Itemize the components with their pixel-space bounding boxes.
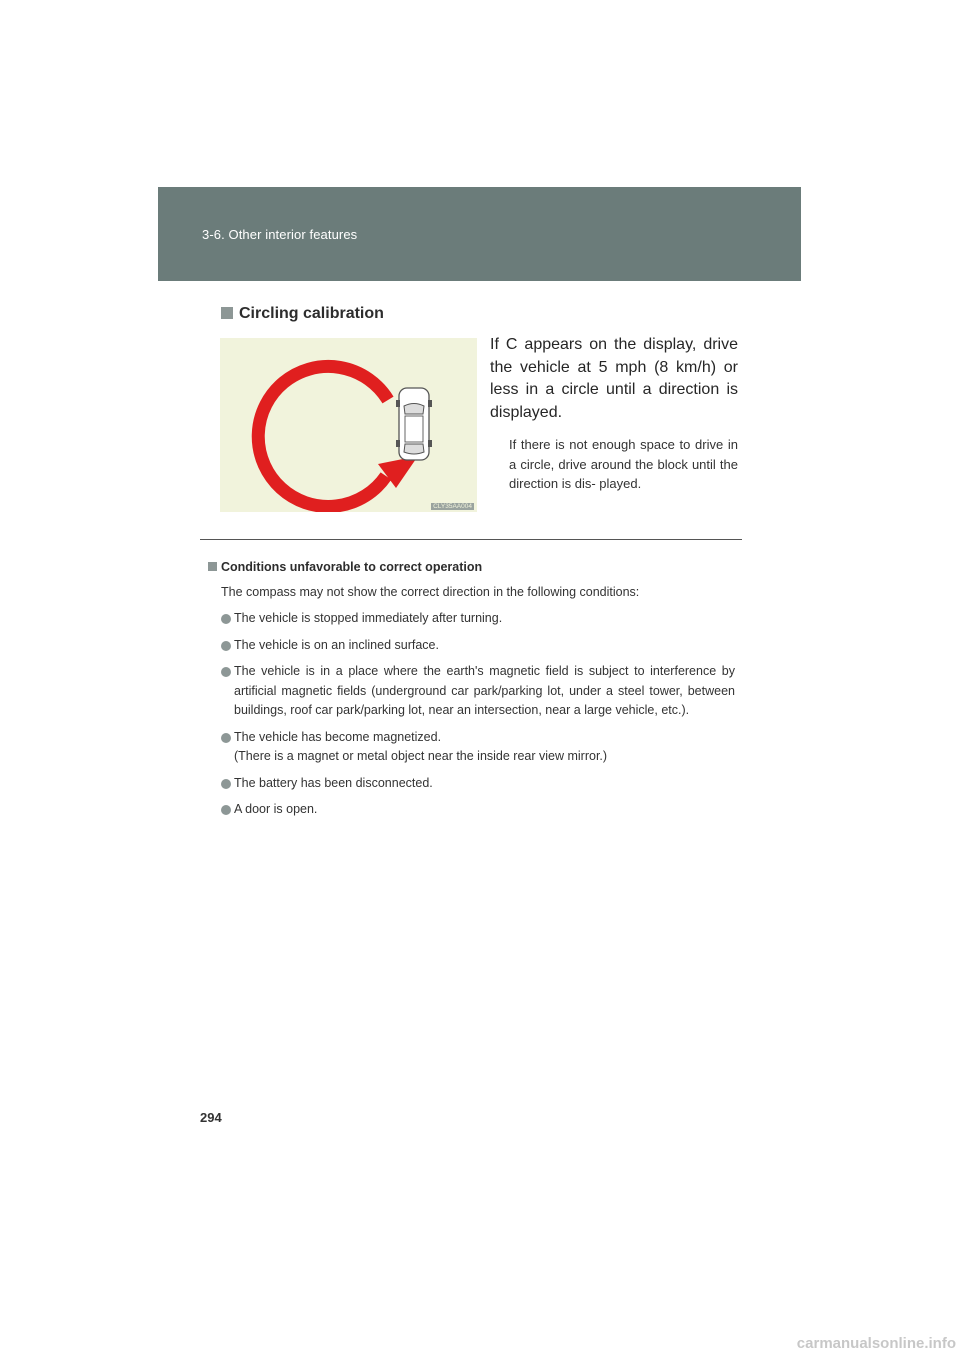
- conditions-title: Conditions unfavorable to correct operation: [221, 560, 483, 574]
- conditions-heading: [208, 560, 482, 574]
- circle-drive-illustration: [220, 338, 477, 512]
- calibration-instruction: If C appears on the display, drive the vehicle at 5 mph (8 km/h) or less in a circle until a direction is displayed.: [490, 336, 738, 421]
- circling-calibration-heading: [221, 305, 384, 323]
- list-item: [221, 662, 735, 721]
- list-item-text: The battery has been disconnected.: [234, 775, 433, 790]
- circle-bullet-icon: [221, 805, 231, 815]
- square-bullet-icon: [208, 562, 217, 571]
- conditions-list: [221, 609, 735, 827]
- list-item-text: The vehicle has become magnetized.: [234, 729, 442, 744]
- square-bullet-icon: [221, 307, 233, 319]
- header-band: [158, 187, 801, 281]
- car-top-view-icon: [396, 388, 432, 460]
- list-item: [221, 636, 735, 656]
- circle-bullet-icon: [221, 641, 231, 651]
- circling-calibration-title: Circling calibration: [239, 305, 384, 322]
- calibration-note: If there is not enough space to drive in a circle, drive around the block until the direction is dis- played.: [509, 437, 738, 491]
- conditions-intro: The compass may not show the correct direction in the following conditions:: [221, 585, 640, 599]
- list-item-subtext: (There is a magnet or metal object near the inside rear view mirror.): [234, 749, 608, 763]
- list-item: [221, 728, 735, 767]
- figure-code: CLY35AA004: [433, 503, 472, 510]
- list-item-text: The vehicle is in a place where the earth's magnetic field is subject to interference by artificial magnetic fields (underground car park/parking lot, under a steel tower, between buildings, roof car park/parking lot, near an intersection, near a large vehicle, etc.).: [234, 664, 735, 717]
- list-item: [221, 774, 735, 794]
- section-title: 3-6. Other interior features: [202, 227, 358, 242]
- list-item-text: The vehicle is stopped immediately after turning.: [234, 611, 503, 625]
- circle-bullet-icon: [221, 667, 231, 677]
- list-item: [221, 800, 735, 820]
- circling-calibration-figure: [220, 338, 477, 512]
- list-item: [221, 609, 735, 629]
- list-item-text: A door is open.: [234, 802, 318, 816]
- circle-bullet-icon: [221, 614, 231, 624]
- page-number: 294: [200, 1110, 222, 1125]
- circular-arrow-path: [258, 366, 388, 506]
- circle-bullet-icon: [221, 779, 231, 789]
- circle-bullet-icon: [221, 733, 231, 743]
- section-divider: [200, 539, 742, 540]
- watermark: carmanualsonline.info: [796, 1335, 956, 1352]
- list-item-text: The vehicle is on an inclined surface.: [234, 637, 439, 652]
